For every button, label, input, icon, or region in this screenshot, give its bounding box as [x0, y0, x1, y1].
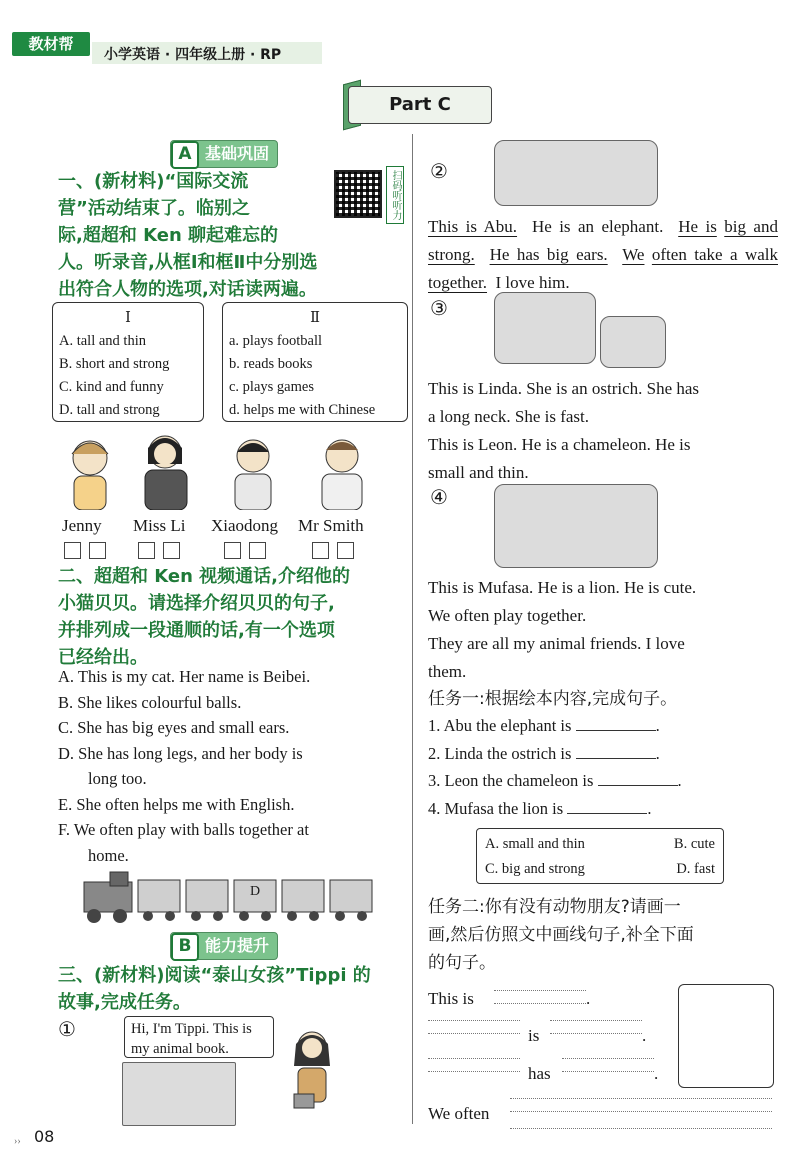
task-1-blank[interactable]	[567, 813, 647, 814]
answer-boxes-mr-smith[interactable]	[312, 542, 362, 564]
box-1-option: B. short and strong	[59, 356, 170, 372]
writing-line[interactable]	[562, 1058, 654, 1072]
column-divider	[412, 134, 413, 1124]
answer-boxes-xiaodong[interactable]	[224, 542, 274, 564]
task-1-items: 1. Abu the elephant is . 2. Linda the ostrich is . 3. Leon the chameleon is . 4. Mufasa the lion is .	[428, 716, 682, 818]
person-name-miss-li: Miss Li	[133, 516, 186, 535]
question-2-title: 二、超超和 Ken 视频通话,介绍他的 小猫贝贝。请选择介绍贝贝的句子, 并排列成一段通顺的话,有一个选项 已经给出。	[58, 566, 351, 668]
box-1-option: C. kind and funny	[59, 379, 164, 395]
train-illustration	[80, 868, 410, 924]
train-car	[186, 880, 228, 912]
qr-code-icon[interactable]	[334, 170, 382, 218]
task-2-dot: .	[642, 1026, 647, 1045]
option-b: B. She likes colourful balls.	[58, 692, 242, 712]
mr-smith-figure	[322, 440, 362, 510]
book-title: 小学英语 · 四年级上册 · RP	[104, 47, 282, 63]
box-2-option: a. plays football	[229, 333, 323, 349]
task-2-title: 任务二:你有没有动物朋友?请画一 画,然后仿照文中画线句子,补全下面 的句子。	[428, 897, 694, 973]
option-f: F. We often play with balls together at	[58, 820, 309, 839]
part-title: Part C	[348, 86, 492, 124]
task-1-title: 任务一:根据绘本内容,完成句子。	[428, 689, 678, 709]
train-given-answer: D	[250, 884, 261, 899]
box-2-option: d. helps me with Chinese	[229, 402, 376, 418]
lion-illustration	[494, 484, 658, 568]
story-number-2: ②	[430, 161, 448, 183]
box-2-option: b. reads books	[229, 356, 313, 372]
task-2-this-is: This is	[428, 989, 474, 1008]
story-number-1: ①	[58, 1019, 76, 1041]
task-2-has: has	[528, 1064, 551, 1083]
question-2-options	[58, 664, 410, 868]
writing-line[interactable]	[510, 1120, 772, 1129]
answer-boxes-miss-li[interactable]	[138, 542, 188, 564]
task-1-choices: A. small and thin B. cute C. big and strong D. fast	[476, 828, 724, 884]
writing-line[interactable]	[510, 1098, 772, 1112]
option-d: D. She has long legs, and her body is	[58, 743, 303, 763]
miss-li-figure	[145, 436, 187, 510]
book-illustration	[122, 1062, 236, 1126]
writing-line[interactable]	[428, 1020, 520, 1034]
story-number-4: ④	[430, 487, 448, 509]
writing-line[interactable]	[550, 1020, 642, 1034]
page-arrows: ››	[14, 1136, 21, 1147]
person-name-xiaodong: Xiaodong	[211, 516, 279, 535]
task-1-blank[interactable]	[598, 785, 678, 786]
qr-label: 扫码听听力	[386, 166, 404, 224]
option-f-cont: home.	[88, 845, 129, 865]
option-box-2	[222, 302, 408, 422]
book-badge: 教材帮	[12, 32, 90, 56]
writing-line[interactable]	[494, 990, 586, 1004]
xiaodong-figure	[235, 440, 271, 510]
speech-bubble: Hi, I'm Tippi. This is my animal book.	[124, 1016, 274, 1058]
task-1-blank[interactable]	[576, 758, 656, 759]
option-a: A. This is my cat. Her name is Beibei.	[58, 667, 311, 686]
task-2-we-often: We often	[428, 1104, 490, 1123]
answer-boxes-jenny[interactable]	[64, 542, 114, 564]
task-2-is: is	[528, 1026, 540, 1045]
box-1-option: D. tall and strong	[59, 402, 160, 418]
box-1-heading: Ⅰ	[125, 310, 131, 326]
person-name-jenny: Jenny	[62, 516, 102, 535]
ostrich-illustration	[494, 292, 596, 364]
train-engine	[84, 872, 132, 923]
box-1-option: A. tall and thin	[59, 333, 146, 349]
section-a-badge: A 基础巩固	[170, 140, 278, 168]
question-3-title: 三、(新材料)阅读“泰山女孩”Tippi 的 故事,完成任务。	[58, 965, 371, 1013]
jenny-figure	[72, 441, 108, 510]
story-number-3: ③	[430, 298, 448, 320]
people-illustration	[50, 428, 410, 510]
train-car	[138, 880, 180, 912]
story-paragraph-2: This is Abu. He is an elephant. He is big and strong. He has big ears. We often take a walk together. I love him.	[428, 217, 778, 292]
story-paragraph-3: This is Linda. She is an ostrich. She has a long neck. She is fast. This is Leon. He is a chameleon. He is small and thin.	[428, 379, 700, 482]
option-box-1	[52, 302, 204, 422]
drawing-box[interactable]	[678, 984, 774, 1088]
writing-line[interactable]	[428, 1058, 520, 1072]
question-1-title-cont: 人。听录音,从框Ⅰ和框Ⅱ中分别选 出符合人物的选项,对话读两遍。	[58, 252, 318, 300]
train-car	[282, 880, 324, 912]
page-number: 08	[34, 1127, 55, 1146]
task-1-blank[interactable]	[576, 730, 656, 731]
person-name-mr-smith: Mr Smith	[298, 516, 364, 535]
option-d-cont: long too.	[88, 769, 147, 788]
tippi-figure	[286, 1028, 342, 1124]
box-2-option: c. plays games	[229, 379, 314, 395]
option-e: E. She often helps me with English.	[58, 794, 295, 814]
box-2-heading: Ⅱ	[310, 310, 320, 326]
task-2-dot: .	[654, 1064, 659, 1083]
story-paragraph-4: This is Mufasa. He is a lion. He is cute. We often play together. They are all my animal friends. I love them.	[428, 578, 697, 681]
question-1-title: 一、(新材料)“国际交流 营”活动结束了。临别之 际,超超和 Ken 聊起难忘的	[58, 171, 279, 246]
train-car	[330, 880, 372, 912]
elephant-illustration	[494, 140, 658, 206]
task-2-dot: .	[586, 989, 591, 1008]
section-b-badge: B 能力提升	[170, 932, 278, 960]
chameleon-illustration	[600, 316, 666, 368]
option-c: C. She has big eyes and small ears.	[58, 718, 290, 737]
